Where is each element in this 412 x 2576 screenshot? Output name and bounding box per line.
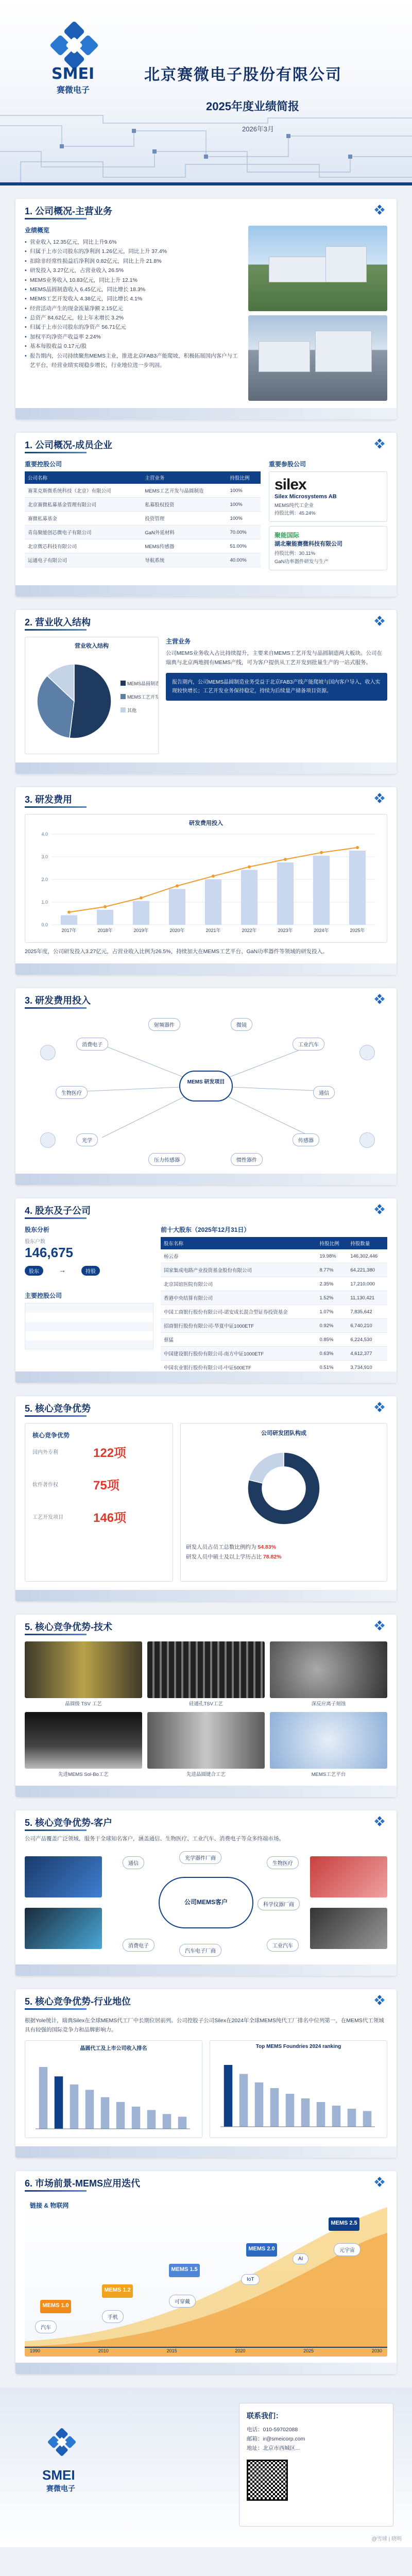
section-industry <box>15 1989 397 2158</box>
trend-point <box>320 851 323 854</box>
mems-rank-chart: Top MEMS Foundries 2024 ranking <box>210 2040 387 2138</box>
legend-label: MEMS晶圆制造 <box>127 681 158 686</box>
table-row: 国家集成电路产业投资基金股份有限公司 8.77% 64,221,380 <box>161 1263 387 1277</box>
qr-code-icon[interactable] <box>247 2460 288 2501</box>
section-title: 3. 研发费用 <box>25 794 73 805</box>
holdings-table <box>25 471 261 567</box>
table-row: 青岛聚能创芯微电子有限公司 GaN外延材料 70.00% <box>25 526 261 539</box>
chart-title: 研发费用投入 <box>189 820 223 826</box>
pie-slice <box>70 664 111 738</box>
bar <box>116 2102 125 2128</box>
bar <box>348 2109 356 2127</box>
adv-sub: 核心竞争优势 <box>32 1432 70 1439</box>
bar <box>317 2102 325 2127</box>
foundry-rank-chart: 晶圆代工及上市公司收入排名 <box>25 2040 202 2138</box>
revenue-pie-chart <box>25 637 159 754</box>
overview-line: • 总资产 84.62亿元，较上年末增长 3.2% <box>25 313 241 323</box>
bond-image <box>147 1712 265 1769</box>
smei-mark-icon <box>370 438 389 451</box>
table-row: 运通电子有限公司 导航系统 40.00% <box>25 553 261 567</box>
tag: 工业汽车 <box>293 1038 324 1050</box>
bar <box>224 2065 233 2127</box>
logo-cn: 赛微电子 <box>57 86 90 95</box>
section-overview <box>15 199 397 419</box>
year-axis: 1990 2010 2015 2020 2025 2030 <box>30 2348 382 2353</box>
network-image <box>25 1856 102 1897</box>
x-tick-label: 2022年 <box>242 928 257 933</box>
bar <box>132 2106 141 2128</box>
tag: 惯性器件 <box>231 1153 263 1166</box>
customer-diagram: 公司MEMS客户 通信 消费电子 生物医疗 工业汽车 光学器件厂商 汽车电子厂商 科学仪器厂商 <box>25 1846 387 1959</box>
ai-image <box>25 1908 102 1949</box>
smei-mark-icon <box>370 993 389 1007</box>
overview-line: • 加权平均净资产收益率 2.24% <box>25 332 241 342</box>
mems-timeline: 链接 & 物联网 MEMS 1.0 MEMS 1.2 MEMS 1.5 MEMS 2.0 MEMS 2.5 1990 2010 2015 2020 2025 2030 汽车 手机 可穿戴 IoT AI 元宇宙 <box>25 2197 387 2357</box>
rnd-bar-chart <box>25 814 387 943</box>
bar <box>241 870 258 925</box>
table-row: 北京国谊医院有限公司 2.35% 17,210,000 <box>161 1277 387 1291</box>
legend-label: 其他 <box>127 708 137 713</box>
section-title: 5. 核心竞争优势-客户 <box>25 1818 113 1828</box>
top10-sub: 前十大股东（2025年12月31日） <box>161 1226 250 1234</box>
auto-image <box>310 1908 387 1949</box>
sem-image <box>147 1641 265 1698</box>
bar <box>363 2111 372 2127</box>
table-row: 杨云春 19.98% 146,302,446 <box>161 1249 387 1263</box>
section-title: 5. 核心竞争优势-技术 <box>25 1622 113 1633</box>
overview-line: • 归属于上市公司股东的净资产 56.71亿元 <box>25 323 241 332</box>
table-row: 赛微私募基金 投资管理 100% <box>25 512 261 526</box>
trend-point <box>284 858 287 861</box>
y-tick-label: 2.0 <box>41 877 48 882</box>
x-tick-label: 2020年 <box>169 928 185 933</box>
table-row: 中国农业银行股份有限公司-中证500ETF 0.51% 3,734,910 <box>161 1361 387 1375</box>
sol-image <box>25 1712 142 1769</box>
x-tick-label: 2021年 <box>205 928 221 933</box>
overview-sub: 业绩概览 <box>25 227 50 234</box>
bar <box>286 2094 295 2127</box>
building-photo <box>248 226 387 311</box>
report-date: 2026年3月 <box>242 125 274 133</box>
contact-card: 联系我们： 电话：010-59702088 邮箱：ir@smeicorp.com 地址：北京市西城区... <box>239 2403 393 2527</box>
tag: 通信 <box>313 1086 335 1099</box>
factory-photo <box>248 315 387 401</box>
section-header <box>15 199 397 223</box>
stat-row: 国内外专利 122项 <box>32 1446 127 1461</box>
overview-line: • 扣除非经常性损益后净利润 0.82亿元，同比上升 21.8% <box>25 257 241 266</box>
circuit-pattern-icon <box>0 105 412 182</box>
stat-row: 工艺开发项目 146项 <box>32 1511 127 1526</box>
table-row: 香港中央结算有限公司 1.52% 11,130,421 <box>161 1291 387 1305</box>
bar <box>270 2088 279 2127</box>
x-tick-label: 2024年 <box>314 928 329 933</box>
section-title: 3. 研发费用投入 <box>25 995 91 1006</box>
overview-line: • 研发投入 3.27亿元，占营业收入 26.5% <box>25 266 241 275</box>
stat-label: 股东户数 <box>25 1239 45 1245</box>
trend-point <box>67 911 71 914</box>
tag: 消费电子 <box>76 1038 108 1050</box>
overview-line: • 经营活动产生的现金流量净额 2.15亿元 <box>25 304 241 313</box>
section-customers <box>15 1810 397 1975</box>
rnd-center: MEMS 研发项目 <box>179 1071 233 1101</box>
top10-table: 股东名称 持股比例 持股数量 杨云春 19.98% 146,302,446 国家集成电路产业投资基金股份有限公司 8.77% 64,221,380 北京国谊医院有限公司 2.35% 17,210,000 香港中央结算有限公司 1.52% 11,130,421 中国工商银行股份有限公司-诺安成长混合型证券投资基金 1.07% 7,835,642 招商银行股份有限公司-华夏中证1000ETF 0.92% 6,740,210 蔡猛 0.85% 6,224,530 中国建设银行股份有限公司-南方中证1000ETF 0.63% 4,612,377 中国农业银行股份有限公司-中证500ETF 0.51% 3,734,910 <box>161 1237 387 1383</box>
bar <box>133 901 149 925</box>
table-row: 北京赛微私募基金管理有限公司 私募股权投资 100% <box>25 498 261 512</box>
y-tick-label: 3.0 <box>41 854 48 859</box>
y-tick-label: 4.0 <box>41 832 48 837</box>
bar <box>39 2067 48 2129</box>
table-row: 招商银行股份有限公司-华夏中证1000ETF 0.92% 6,740,210 <box>161 1319 387 1333</box>
bar <box>332 2106 341 2127</box>
smei-mark-icon <box>370 1994 389 2008</box>
trend-point <box>356 846 359 849</box>
pill: 持股 <box>81 1266 100 1276</box>
bar <box>349 851 366 925</box>
customer-intro: 公司产品覆盖广泛领域，服务于全球知名客户，涵盖通信、生物医疗、工业汽车、消费电子等众多终端市场。 <box>25 1836 284 1842</box>
smei-mark-icon <box>370 2176 389 2190</box>
y-tick-label: 1.0 <box>41 900 48 905</box>
overview-line: • 基本每股收益 0.17元/股 <box>25 342 241 351</box>
bar <box>301 2098 310 2127</box>
rnd-diagram <box>25 1014 387 1168</box>
col-header: 主营业务 <box>142 471 227 484</box>
tag: 微镜 <box>231 1018 252 1031</box>
section-shareholders <box>15 1198 397 1383</box>
silex-card: silex Silex Microsystems AB MEMS纯代工企业 持股比例：45.24% <box>269 471 387 522</box>
participations-sub: 重要参股公司 <box>269 461 306 468</box>
customer-center: 公司MEMS客户 <box>159 1877 253 1928</box>
bar <box>147 2110 156 2129</box>
overview-line: • MEMS晶圆制造收入 6.45亿元，同比增长 18.3% <box>25 285 241 294</box>
tag: 生物医疗 <box>56 1086 88 1099</box>
x-tick-label: 2018年 <box>97 928 113 933</box>
end-logo: SMEI 赛微电子 <box>31 2424 93 2494</box>
silex-name: Silex Microsystems AB <box>274 494 337 500</box>
x-tick-label: 2017年 <box>61 928 77 933</box>
table-row: 赛莱克斯微系统科技（北京）有限公司 MEMS工艺开发与晶圆制造 100% <box>25 484 261 498</box>
section-rnd-invest <box>15 988 397 1185</box>
section-title: 1. 公司概况-成员企业 <box>25 440 113 450</box>
bar <box>169 889 185 925</box>
chart-title: 营业收入结构 <box>75 643 109 649</box>
table-row: 中国建设银行股份有限公司-南方中证1000ETF 0.63% 4,612,377 <box>161 1347 387 1361</box>
bar <box>255 2082 264 2127</box>
col-header: 公司名称 <box>25 471 142 484</box>
bar <box>85 2090 94 2129</box>
arrow-right-icon: → <box>59 1266 66 1275</box>
bar <box>70 2084 79 2128</box>
trend-point <box>104 905 107 908</box>
main-business-sub: 主营业务 <box>166 638 191 645</box>
trend-point <box>140 896 143 900</box>
bar <box>277 862 294 925</box>
tsv-image <box>25 1641 142 1698</box>
other-card: 聚能国际 湖北聚能赛微科技有限公司 持股比例：30.11% GaN功率器件研发与生产 <box>269 526 387 570</box>
tag: 压力传感器 <box>148 1153 185 1166</box>
x-tick-label: 2025年 <box>350 928 365 933</box>
legend-swatch <box>121 681 126 686</box>
smei-mark-icon <box>370 792 389 806</box>
shareholder-sub: 股东分析 <box>25 1226 50 1234</box>
section-title: 6. 市场前景-MEMS应用迭代 <box>25 2178 141 2189</box>
section-title: 1. 公司概况-主营业务 <box>25 206 113 216</box>
etch-image <box>270 1641 387 1698</box>
section-technology: 5. 核心竞争优势-技术 晶圆级 TSV 工艺 硅通孔TSV工艺 深反应离子刻蚀 先进MEMS Sol-Bo工艺 先进晶圆键合工艺 MEMS工艺平台 <box>15 1615 397 1797</box>
holdings-list <box>25 1303 153 1349</box>
bar <box>97 910 113 925</box>
donut-slice <box>249 1452 284 1483</box>
bar <box>313 856 330 925</box>
cover <box>0 0 412 185</box>
section-members <box>15 433 397 597</box>
stat-row: 软件著作权 75项 <box>32 1479 119 1493</box>
smei-mark-icon <box>370 1620 389 1633</box>
overview-line: • 归属于上市公司股东的净利润 1.26亿元，同比上升 37.4% <box>25 247 241 256</box>
silex-logo: silex <box>274 476 306 493</box>
overview-line: • 营业收入 12.35亿元，同比上升9.6% <box>25 238 241 247</box>
smei-mark-icon <box>370 615 389 629</box>
overview-list <box>25 238 241 370</box>
holdings-sub: 主要控股公司 <box>25 1292 62 1300</box>
col-header: 持股比例 <box>227 471 261 484</box>
bar <box>55 2076 63 2129</box>
revenue-note: 报告期内，公司MEMS晶圆制造业务受益于北京FAB3产线产能爬坡与国内客户导入，收入实现较快增长；工艺开发业务保持稳定，持续为后续量产储备项目资源。 <box>166 673 387 701</box>
tag: 传感器 <box>293 1133 319 1146</box>
tag: 光学 <box>76 1133 98 1146</box>
bar <box>163 2114 171 2129</box>
overview-line: • MEMS工艺开发收入 4.38亿元，同比增长 4.1% <box>25 294 241 303</box>
company-name: 北京赛微电子股份有限公司 <box>144 66 342 83</box>
x-tick-label: 2023年 <box>278 928 293 933</box>
trend-point <box>248 866 251 869</box>
table-row: 北京微芯科技有限公司 MEMS传感器 51.00% <box>25 539 261 553</box>
smei-mark-icon <box>370 1816 389 1829</box>
smei-mark-icon <box>370 1204 389 1217</box>
trend-point <box>176 884 179 887</box>
report-title: 2025年度业绩简报 <box>206 100 299 113</box>
holdings-sub: 重要控股公司 <box>25 461 62 468</box>
smei-logo <box>23 21 126 95</box>
bar <box>101 2097 110 2128</box>
section-title: 2. 营业收入结构 <box>25 617 91 628</box>
smei-mark-icon <box>370 204 389 217</box>
table-row: 中国工商银行股份有限公司-诺安成长混合型证券投资基金 1.07% 7,835,642 <box>161 1305 387 1319</box>
rnd-note: 2025年度，公司研发投入3.27亿元，占营业收入比例为26.5%，持续加大在MEMS工艺平台、GaN功率器件等领域的研发投入。 <box>25 948 328 955</box>
watermark: @雪球 | 晓明 <box>371 2536 402 2542</box>
end-page <box>0 2387 412 2547</box>
legend-swatch <box>121 707 126 713</box>
platform-image <box>270 1712 387 1769</box>
tag: 射频器件 <box>148 1018 180 1031</box>
section-advantages: 5. 核心竞争优势 核心竞争优势 国内外专利 122项 软件著作权 75项 工艺开发项目 146项 公司研发团队构成 研发人员占员工总数比例约为 54.83% 研发人员中硕士及以上学历占比 78.82% <box>15 1396 397 1601</box>
smei-mark-icon <box>370 1401 389 1415</box>
section-title: 5. 核心竞争优势-行业地位 <box>25 1996 131 2007</box>
shareholder-count: 146,675 <box>25 1245 73 1261</box>
industry-para: 根据Yole统计，瑞典Silex在全球MEMS代工厂中长期位居前列。公司控股子公司Silex在2024年全球MEMS纯代工厂排名中位列第一，在MEMS代工领域具有较强的国际竞争力和品牌影响力。 <box>25 2017 384 2033</box>
pill: 股东 <box>25 1266 43 1276</box>
logo-text: SMEI <box>52 65 95 83</box>
chart-title: 公司研发团队构成 <box>261 1430 306 1437</box>
partner-logo: 聚能国际 <box>274 532 300 539</box>
section-rnd <box>15 787 397 975</box>
medical-image <box>310 1856 387 1897</box>
bar <box>239 2074 248 2127</box>
section-market <box>15 2171 397 2374</box>
legend-swatch <box>121 694 126 699</box>
legend-label: MEMS工艺开发 <box>127 694 158 700</box>
table-row: 蔡猛 0.85% 6,224,530 <box>161 1333 387 1347</box>
trend-point <box>212 875 215 878</box>
bar <box>178 2116 187 2128</box>
section-title: 5. 核心竞争优势 <box>25 1403 91 1414</box>
bar <box>61 916 77 925</box>
y-tick-label: 0.0 <box>41 922 48 927</box>
section-revenue-structure <box>15 610 397 774</box>
revenue-para: 公司MEMS业务收入占比持续提升，主要来自MEMS工艺开发与晶圆制造两大板块。公司在瑞典与北京两地拥有MEMS产线，可为客户提供从工艺开发到批量生产的一站式服务。 <box>166 650 382 666</box>
bar <box>205 879 221 925</box>
section-title: 4. 股东及子公司 <box>25 1206 91 1216</box>
x-tick-label: 2019年 <box>133 928 149 933</box>
overview-line: • MEMS业务收入 10.83亿元，同比上升 12.1% <box>25 276 241 285</box>
overview-line: • 报告期内，公司持续聚焦MEMS主业，推进北京FAB3产能爬坡，积极拓展国内客户与工艺平台，经营业绩实现稳步增长，行业地位进一步巩固。 <box>25 351 241 370</box>
